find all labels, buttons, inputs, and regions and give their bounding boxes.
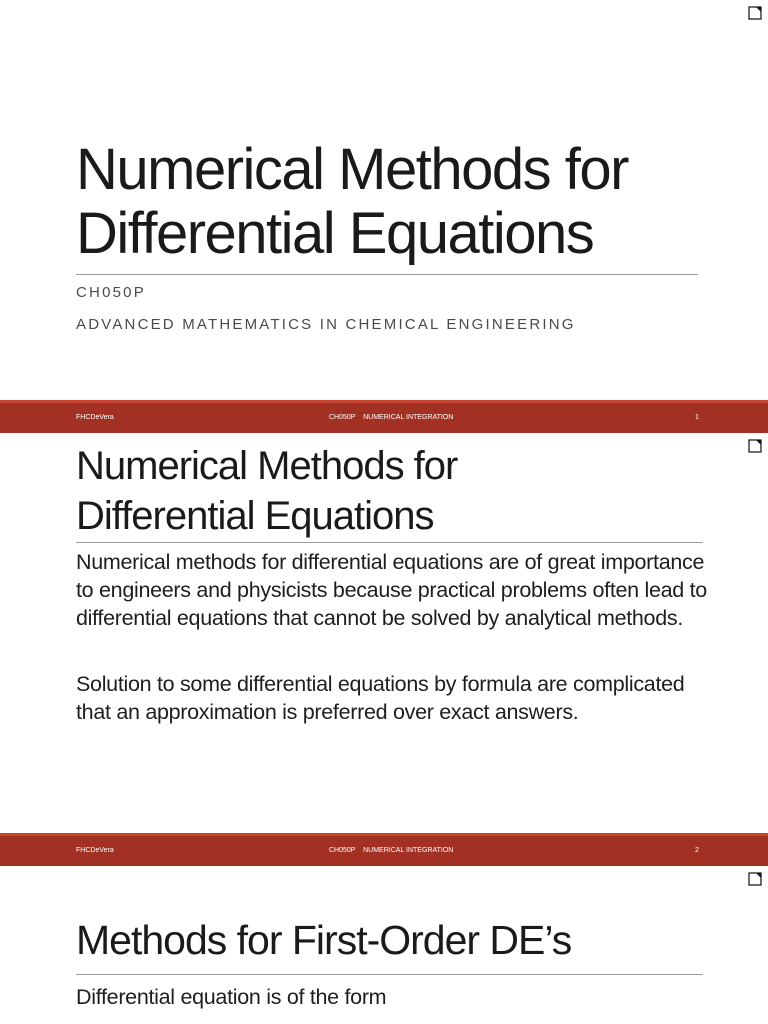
slide-title-line-2: Differential Equations xyxy=(76,494,434,538)
footer-author: FHCDeVera xyxy=(76,847,114,854)
course-name: ADVANCED MATHEMATICS IN CHEMICAL ENGINEERING xyxy=(76,316,576,333)
slide-3 xyxy=(0,866,768,1024)
slide-2 xyxy=(0,433,768,833)
body-paragraph-1: Numerical methods for differential equations are of great importance to engineers and physicists because practical problems often lead to differential equations that cannot be solved by analytical methods. xyxy=(76,550,707,630)
note-icon[interactable] xyxy=(748,6,762,20)
body-paragraph-1: Differential equation is of the form xyxy=(76,985,387,1009)
slide-1 xyxy=(0,0,768,400)
slide-title xyxy=(76,138,628,266)
slide-title: Methods for First-Order DE’s xyxy=(76,917,572,963)
footer-page-number: 2 xyxy=(695,847,699,854)
slide-1-footer xyxy=(0,400,768,433)
title-divider xyxy=(76,274,698,275)
title-divider xyxy=(76,974,703,975)
note-icon[interactable] xyxy=(748,439,762,453)
slide-title-line-1: Numerical Methods for xyxy=(76,137,628,202)
slide-title xyxy=(76,441,457,541)
footer-author: FHCDeVera xyxy=(76,414,114,421)
note-icon[interactable] xyxy=(748,872,762,886)
body-paragraph-2: Solution to some differential equations by formula are complicated that an approximation is preferred over exact answers. xyxy=(76,672,685,724)
slide-title-line-1: Numerical Methods for xyxy=(76,444,458,488)
footer-page-number: 1 xyxy=(695,414,699,421)
course-code: CH050P xyxy=(76,284,146,301)
footer-topic: CH050P NUMERICAL INTEGRATION xyxy=(329,847,454,854)
footer-topic: CH050P NUMERICAL INTEGRATION xyxy=(329,414,454,421)
slide-2-footer xyxy=(0,833,768,866)
slide-title-line-2: Differential Equations xyxy=(76,200,594,266)
title-divider xyxy=(76,542,703,543)
